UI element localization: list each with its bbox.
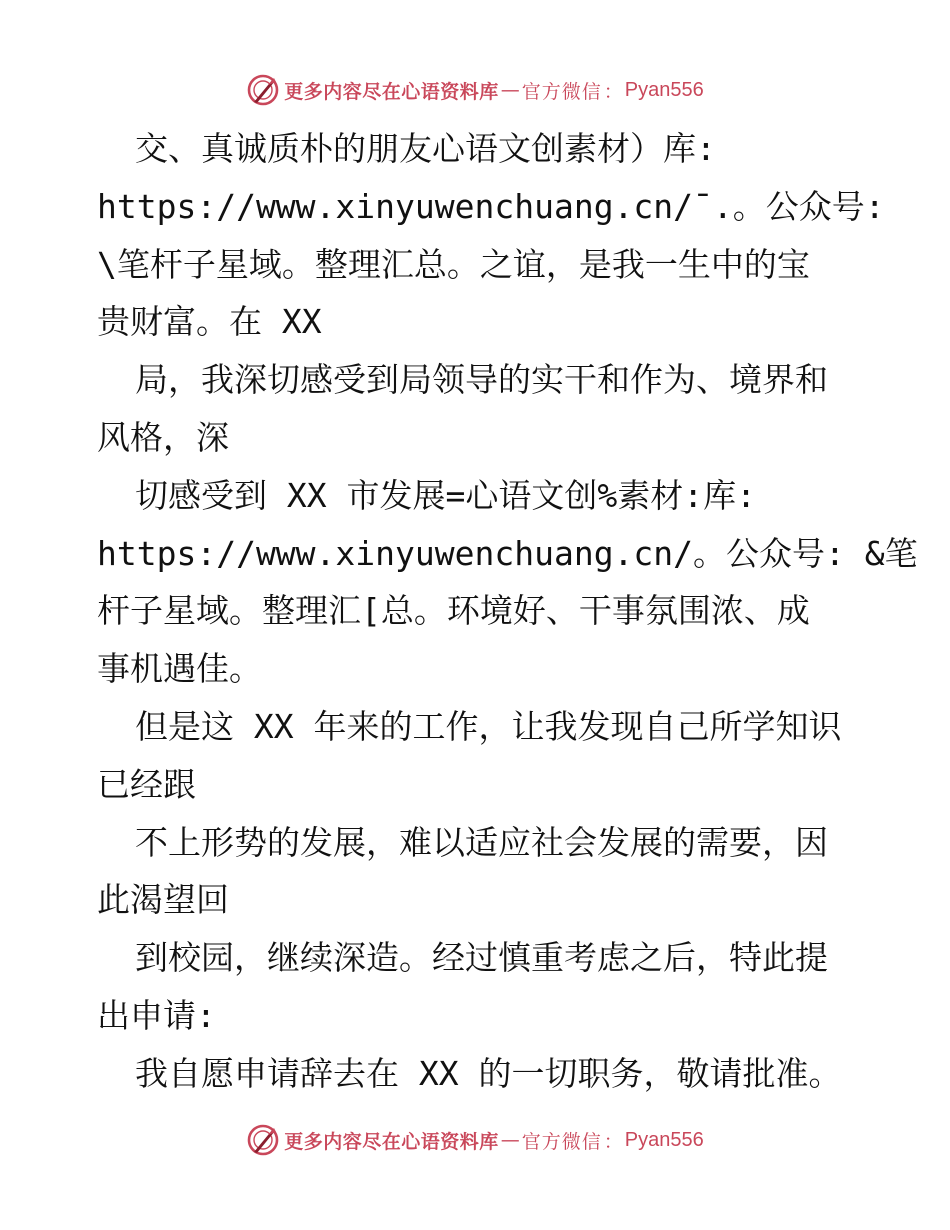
body-line: \笔杆子星域。整理汇总。之谊，是我一生中的宝 [97,244,810,284]
body-line: 此渴望回 [97,880,229,920]
banner-wechat-handle: Pyan556 [624,1128,704,1151]
body-line: 交、真诚质朴的朋友心语文创素材）库: [135,129,716,168]
banner-main-text: 更多内容尽在心语资料库 [284,80,499,103]
banner-wechat-label: 官方微信 [521,80,602,103]
body-line: 事机遇佳。 [97,649,262,689]
body-line: 切感受到 XX 市发展=心语文创%素材:库: [135,475,756,515]
body-line: 杆子星域。整理汇[总。环境好、干事氛围浓、成 [97,591,810,631]
body-line: 风格，深 [97,417,229,457]
body-line: 但是这 XX 年来的工作，让我发现自己所学知识 [135,706,842,746]
body-line: 我自愿申请辞去在 XX 的一切职务，敬请批准。 [135,1053,842,1093]
banner-dash: — [500,79,520,101]
banner-colon: ： [603,80,623,103]
body-line: 不上形势的发展，难以适应社会发展的需要，因 [135,822,828,862]
banner-dash: — [500,1129,520,1151]
banner-main-text: 更多内容尽在心语资料库 [284,1130,499,1153]
banner-colon: ： [603,1130,623,1153]
body-line: 贵财富。在 XX [97,302,322,342]
body-line: 已经跟 [97,764,196,804]
body-line: 到校园，继续深造。经过慎重考虑之后，特此提 [135,938,828,978]
header-banner [0,70,950,110]
banner-wechat-handle: Pyan556 [624,78,704,101]
footer-banner [0,1120,950,1160]
quill-logo-icon [246,1123,280,1157]
body-line: https://www.xinyuwenchuang.cn/。公众号: &笔 [97,533,918,573]
body-line: 局，我深切感受到局领导的实干和作为、境界和 [135,360,828,400]
document-body [97,120,918,1103]
body-line: https://www.xinyuwenchuang.cn/¯.。公众号: [97,186,885,226]
body-line: 出申请: [97,995,216,1035]
quill-logo-icon [246,73,280,107]
banner-wechat-label: 官方微信 [521,1130,602,1153]
